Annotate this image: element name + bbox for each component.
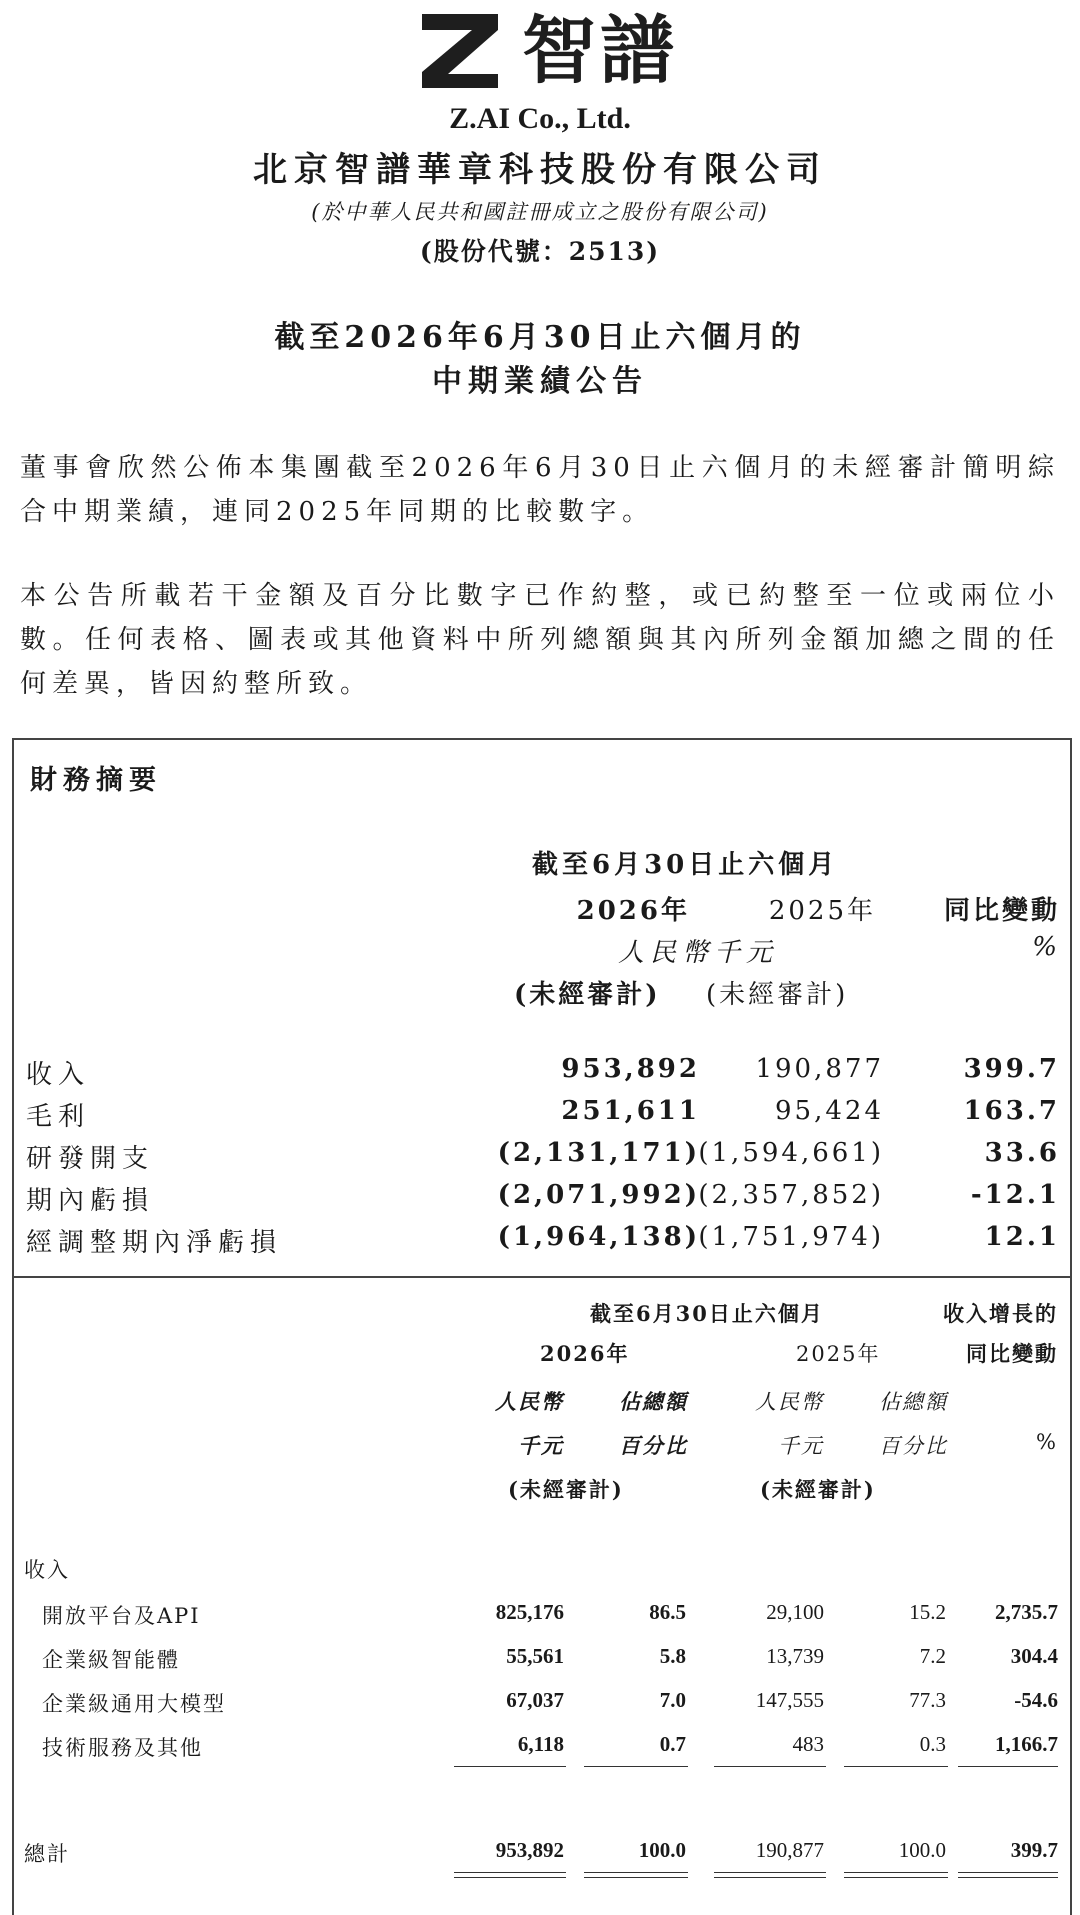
summary-row-2025: (1,751,974) <box>698 1222 884 1252</box>
total-double-rule <box>714 1872 826 1878</box>
financial-summary-table <box>12 738 1072 1278</box>
revenue-row-2025-share: 0.3 <box>919 1732 946 1756</box>
incorporation-note: (於中華人民共和國註冊成立之股份有限公司) <box>311 200 769 224</box>
intro-paragraph: 董事會欣然公佈本集團截至2026年6月30日止六個月的未經審計簡明綜合中期業績，連同2025年同期的比較數字。 <box>20 453 1060 527</box>
summary-row-label: 毛利 <box>26 1102 91 1132</box>
summary-row-2026: 251,611 <box>561 1096 700 1126</box>
summary-pct: % <box>1032 932 1060 962</box>
total-double-rule <box>844 1872 948 1878</box>
revenue-sub-rmb-2026: 人民幣 <box>495 1389 564 1414</box>
summary-row-yoy: 12.1 <box>984 1222 1060 1252</box>
revenue-row-2026-share: 0.7 <box>659 1732 686 1756</box>
subtotal-rule <box>844 1766 948 1767</box>
summary-col-yoy: 同比變動 <box>943 896 1060 926</box>
revenue-sub-rmb-2025: 人民幣 <box>755 1390 824 1414</box>
revenue-row-2026-share: 86.5 <box>649 1600 686 1624</box>
summary-row-2026: (2,131,171) <box>497 1138 700 1168</box>
revenue-row-2025-share: 77.3 <box>909 1688 946 1712</box>
revenue-col-2025: 2025年 <box>796 1342 881 1366</box>
summary-row-label: 研發開支 <box>26 1144 155 1174</box>
summary-row-label: 收入 <box>26 1060 91 1090</box>
revenue-sub-share-2025: 佔總額 <box>879 1390 948 1414</box>
summary-heading: 財務摘要 <box>30 765 162 796</box>
summary-row-yoy: 33.6 <box>984 1138 1060 1168</box>
revenue-row-growth: 1,166.7 <box>995 1732 1058 1756</box>
revenue-sub-share-2026: 佔總額 <box>619 1389 688 1414</box>
revenue-row-label: 企業級通用大模型 <box>42 1692 226 1716</box>
revenue-unaudited-2025: (未經審計) <box>760 1477 876 1502</box>
summary-row-2025: 190,877 <box>755 1054 884 1084</box>
revenue-row-label: 開放平台及API <box>42 1604 201 1628</box>
rounding-paragraph: 本公告所載若干金額及百分比數字已作約整，或已約整至一位或兩位小數。任何表格、圖表或其他資料中所列總額與其內所列金額加總之間的任何差異，皆因約整所致。 <box>20 581 1060 699</box>
summary-period: 截至6月30日止六個月 <box>532 850 839 880</box>
summary-unaudited-2025: (未經審計) <box>706 980 849 1010</box>
revenue-row-2026-share: 5.8 <box>659 1644 686 1668</box>
revenue-period: 截至6月30日止六個月 <box>590 1301 824 1326</box>
revenue-growth-line1: 收入增長的 <box>943 1301 1058 1326</box>
summary-row-label: 期內虧損 <box>26 1186 155 1216</box>
announcement-title-line1: 截至2026年6月30日止六個月的 <box>274 320 806 355</box>
revenue-row-2026-share: 7.0 <box>659 1688 686 1712</box>
revenue-row-growth: -54.6 <box>1014 1688 1058 1712</box>
stock-code: (股份代號：2513) <box>419 237 661 266</box>
z-logo-icon <box>418 10 502 90</box>
company-name-en: Z.AI Co., Ltd. <box>449 102 631 135</box>
revenue-row-growth: 304.4 <box>1010 1644 1058 1668</box>
revenue-total-2025-amount: 190,877 <box>755 1838 824 1862</box>
summary-row-yoy: -12.1 <box>970 1180 1060 1210</box>
summary-row-2026: (2,071,992) <box>497 1180 700 1210</box>
revenue-row-2026-amount: 67,037 <box>506 1688 564 1712</box>
revenue-row-2026-amount: 825,176 <box>495 1600 564 1624</box>
revenue-row-2025-share: 15.2 <box>909 1600 946 1624</box>
summary-row-2025: 95,424 <box>775 1096 884 1126</box>
revenue-unaudited-2026: (未經審計) <box>508 1477 624 1502</box>
summary-row-label: 經調整期內淨虧損 <box>26 1228 283 1258</box>
summary-col-2025: 2025年 <box>768 896 876 926</box>
logo-text: 智譜 <box>522 8 678 94</box>
total-double-rule <box>958 1872 1058 1878</box>
revenue-total-2025-share: 100.0 <box>898 1838 946 1862</box>
summary-row-2025: (1,594,661) <box>698 1138 884 1168</box>
subtotal-rule <box>714 1766 826 1767</box>
subtotal-rule <box>584 1766 688 1767</box>
revenue-row-growth: 2,735.7 <box>995 1600 1058 1624</box>
revenue-total-2026-amount: 953,892 <box>495 1838 564 1862</box>
logo <box>0 6 1080 96</box>
revenue-section-label: 收入 <box>24 1558 70 1582</box>
summary-col-2026: 2026年 <box>576 896 690 926</box>
revenue-col-2026: 2026年 <box>540 1341 630 1366</box>
revenue-row-2025-amount: 483 <box>792 1732 824 1756</box>
revenue-row-2025-amount: 147,555 <box>755 1688 824 1712</box>
summary-row-yoy: 163.7 <box>963 1096 1060 1126</box>
revenue-row-2025-amount: 29,100 <box>766 1600 824 1624</box>
subtotal-rule <box>958 1766 1058 1767</box>
revenue-sub-pct-2025: 百分比 <box>879 1434 948 1458</box>
summary-row-2026: 953,892 <box>561 1054 700 1084</box>
summary-unit: 人民幣千元 <box>618 938 779 968</box>
revenue-total-growth: 399.7 <box>1010 1838 1058 1862</box>
revenue-sub-thousand-2025: 千元 <box>778 1434 824 1458</box>
revenue-breakdown-table <box>12 1276 1072 1915</box>
revenue-pct-unit: % <box>1036 1430 1058 1454</box>
revenue-sub-thousand-2026: 千元 <box>518 1433 564 1458</box>
revenue-row-2025-share: 7.2 <box>919 1644 946 1668</box>
revenue-row-2026-amount: 55,561 <box>506 1644 564 1668</box>
announcement-title-line2: 中期業績公告 <box>432 364 648 399</box>
revenue-row-2026-amount: 6,118 <box>517 1732 564 1756</box>
revenue-row-label: 企業級智能體 <box>42 1648 180 1672</box>
revenue-total-2026-share: 100.0 <box>638 1838 686 1862</box>
revenue-growth-line2: 同比變動 <box>966 1341 1058 1366</box>
revenue-row-label: 技術服務及其他 <box>42 1736 203 1760</box>
summary-unaudited-2026: (未經審計) <box>514 980 661 1010</box>
total-double-rule <box>454 1872 566 1878</box>
subtotal-rule <box>454 1766 566 1767</box>
total-double-rule <box>584 1872 688 1878</box>
summary-row-2026: (1,964,138) <box>497 1222 700 1252</box>
company-name-cn: 北京智譜華章科技股份有限公司 <box>253 150 827 190</box>
revenue-row-2025-amount: 13,739 <box>766 1644 824 1668</box>
revenue-total-label: 總計 <box>24 1842 70 1866</box>
revenue-sub-pct-2026: 百分比 <box>619 1433 688 1458</box>
summary-row-yoy: 399.7 <box>963 1054 1060 1084</box>
summary-row-2025: (2,357,852) <box>698 1180 884 1210</box>
